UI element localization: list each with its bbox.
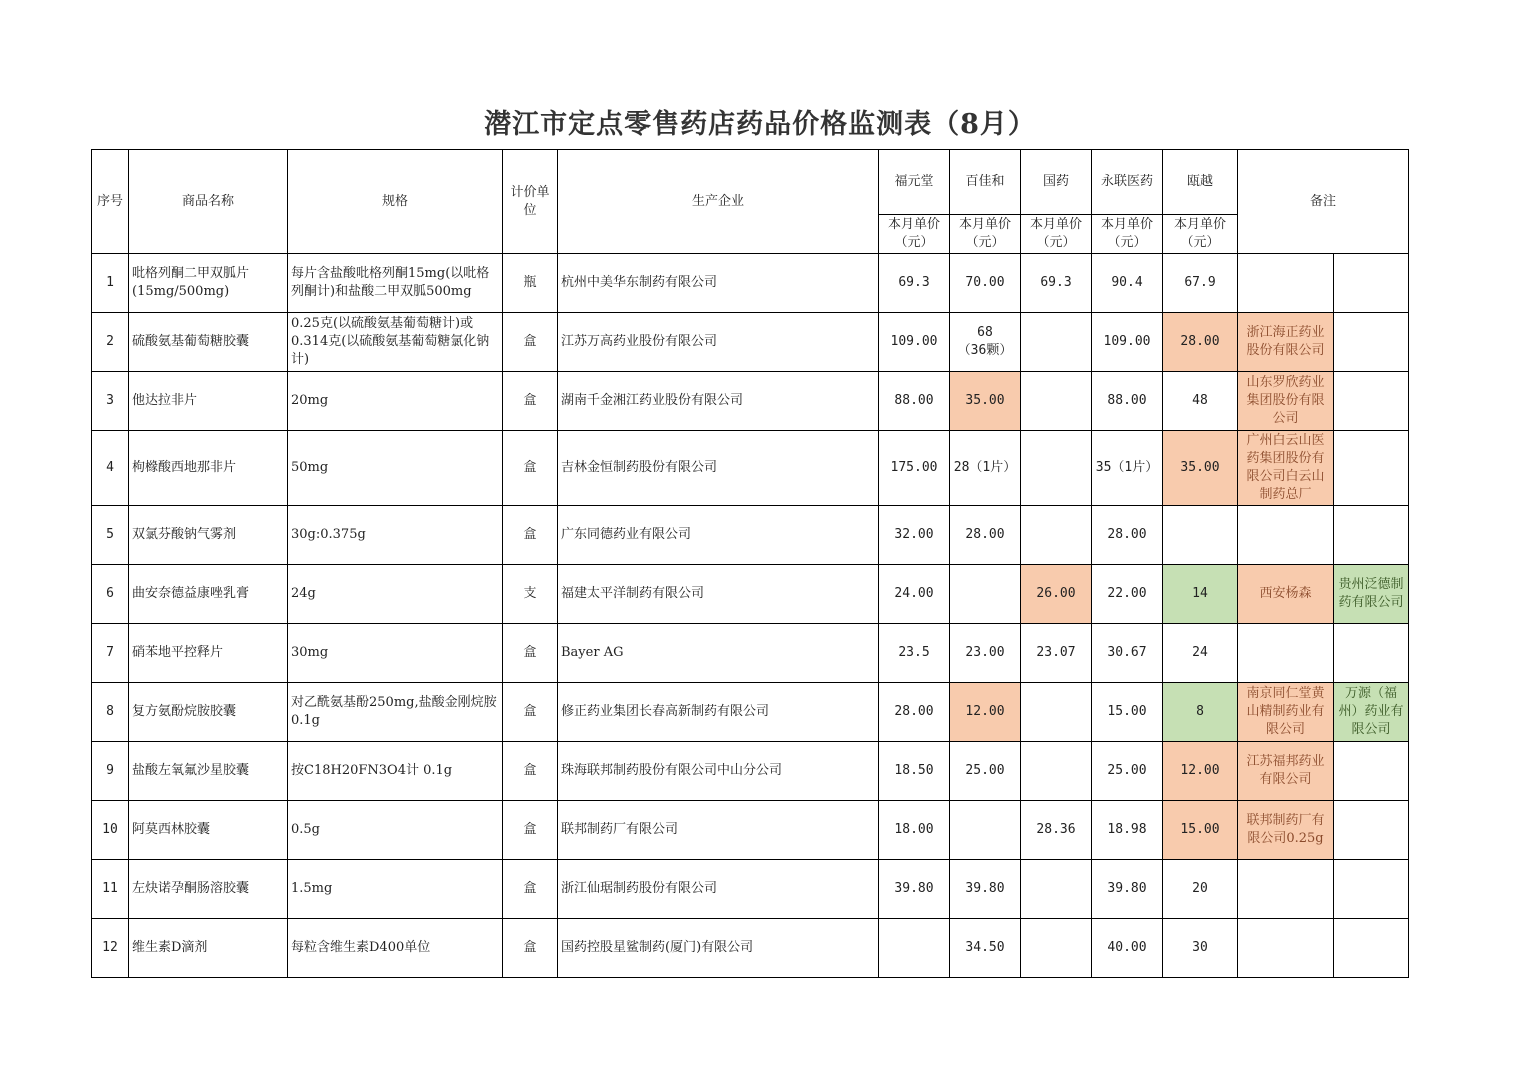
cell-spec: 每片含盐酸吡格列酮15mg(以吡格列酮计)和盐酸二甲双胍500mg [288,254,503,313]
header-price-label: 本月单价（元） [950,215,1021,254]
header-store-3: 国药 [1021,150,1092,215]
cell-unit: 盒 [503,742,558,801]
header-store-2: 百佳和 [950,150,1021,215]
cell-maker: 江苏万高药业股份有限公司 [558,313,879,372]
cell-price: 39.80 [950,860,1021,919]
table-row [92,372,1409,431]
cell-seq: 6 [92,565,129,624]
cell-maker: 湖南千金湘江药业股份有限公司 [558,372,879,431]
cell-price: 69.3 [879,254,950,313]
cell-unit: 盒 [503,860,558,919]
cell-name: 复方氨酚烷胺胶囊 [129,683,288,742]
cell-maker: 杭州中美华东制药有限公司 [558,254,879,313]
cell-price [1021,860,1092,919]
cell-price [1021,372,1092,431]
cell-note-2 [1334,742,1409,801]
cell-note-1: 南京同仁堂黄山精制药业有限公司 [1238,683,1334,742]
cell-name: 阿莫西林胶囊 [129,801,288,860]
header-spec: 规格 [288,150,503,254]
cell-price: 28.00 [950,506,1021,565]
cell-price: 35.00 [1163,431,1238,506]
cell-seq: 4 [92,431,129,506]
table-row [92,860,1409,919]
cell-seq: 10 [92,801,129,860]
cell-price: 25.00 [950,742,1021,801]
cell-name: 盐酸左氧氟沙星胶囊 [129,742,288,801]
cell-price: 109.00 [879,313,950,372]
table-row [92,506,1409,565]
cell-price: 90.4 [1092,254,1163,313]
cell-seq: 3 [92,372,129,431]
cell-unit: 盒 [503,372,558,431]
table-row [92,742,1409,801]
cell-maker: 珠海联邦制药股份有限公司中山分公司 [558,742,879,801]
header-name: 商品名称 [129,150,288,254]
cell-note-1: 西安杨森 [1238,565,1334,624]
cell-price: 48 [1163,372,1238,431]
cell-maker: 吉林金恒制药股份有限公司 [558,431,879,506]
cell-price: 20 [1163,860,1238,919]
cell-price [1163,506,1238,565]
table-row [92,683,1409,742]
cell-maker: 国药控股星鲨制药(厦门)有限公司 [558,919,879,978]
cell-price: 28（1片） [950,431,1021,506]
cell-spec: 每粒含维生素D400单位 [288,919,503,978]
cell-price: 18.98 [1092,801,1163,860]
cell-price: 8 [1163,683,1238,742]
cell-unit: 盒 [503,919,558,978]
header-unit: 计价单位 [503,150,558,254]
cell-price [1021,742,1092,801]
price-table [91,149,1409,978]
cell-unit: 盒 [503,801,558,860]
header-seq: 序号 [92,150,129,254]
cell-unit: 盒 [503,313,558,372]
cell-price: 28.00 [1092,506,1163,565]
cell-spec: 24g [288,565,503,624]
header-row-1 [92,150,1409,215]
cell-name: 左炔诺孕酮肠溶胶囊 [129,860,288,919]
cell-maker: 福建太平洋制药有限公司 [558,565,879,624]
cell-maker: 浙江仙琚制药股份有限公司 [558,860,879,919]
cell-price: 67.9 [1163,254,1238,313]
cell-maker: 联邦制药厂有限公司 [558,801,879,860]
cell-spec: 按C18H20FN3O4计 0.1g [288,742,503,801]
cell-spec: 0.25克(以硫酸氨基葡萄糖计)或0.314克(以硫酸氨基葡萄糖氯化钠计) [288,313,503,372]
table-row [92,919,1409,978]
table-row [92,801,1409,860]
cell-seq: 7 [92,624,129,683]
cell-seq: 11 [92,860,129,919]
cell-price: 12.00 [950,683,1021,742]
cell-price: 30 [1163,919,1238,978]
cell-name: 曲安奈德益康唑乳膏 [129,565,288,624]
cell-seq: 9 [92,742,129,801]
cell-note-2 [1334,801,1409,860]
cell-spec: 20mg [288,372,503,431]
cell-seq: 8 [92,683,129,742]
cell-note-1: 联邦制药厂有限公司0.25g [1238,801,1334,860]
header-price-label: 本月单价（元） [879,215,950,254]
cell-price: 34.50 [950,919,1021,978]
table-row [92,431,1409,506]
header-note: 备注 [1238,150,1409,254]
cell-price: 14 [1163,565,1238,624]
cell-price: 23.00 [950,624,1021,683]
cell-note-2 [1334,254,1409,313]
cell-note-1: 山东罗欣药业集团股份有限公司 [1238,372,1334,431]
cell-seq: 2 [92,313,129,372]
header-maker: 生产企业 [558,150,879,254]
cell-maker: 广东同德药业有限公司 [558,506,879,565]
cell-price: 26.00 [1021,565,1092,624]
cell-spec: 30g:0.375g [288,506,503,565]
cell-note-2 [1334,919,1409,978]
cell-name: 他达拉非片 [129,372,288,431]
cell-spec: 1.5mg [288,860,503,919]
cell-price: 70.00 [950,254,1021,313]
cell-price: 88.00 [879,372,950,431]
cell-price: 12.00 [1163,742,1238,801]
header-price-label: 本月单价（元） [1163,215,1238,254]
cell-price [879,919,950,978]
cell-unit: 盒 [503,624,558,683]
header-store-5: 瓯越 [1163,150,1238,215]
cell-price [1021,313,1092,372]
cell-note-2 [1334,313,1409,372]
cell-spec: 对乙酰氨基酚250mg,盐酸金刚烷胺0.1g [288,683,503,742]
cell-price: 32.00 [879,506,950,565]
cell-unit: 盒 [503,431,558,506]
cell-price [1021,919,1092,978]
cell-unit: 盒 [503,683,558,742]
cell-note-1 [1238,624,1334,683]
cell-price: 25.00 [1092,742,1163,801]
cell-note-2: 贵州泛德制药有限公司 [1334,565,1409,624]
header-store-4: 永联医药 [1092,150,1163,215]
cell-note-2: 万源（福州）药业有限公司 [1334,683,1409,742]
cell-note-1 [1238,860,1334,919]
cell-name: 双氯芬酸钠气雾剂 [129,506,288,565]
cell-price: 35（1片） [1092,431,1163,506]
cell-note-2 [1334,624,1409,683]
cell-price: 28.00 [879,683,950,742]
page-title: 潜江市定点零售药店药品价格监测表（8月） [484,109,1036,140]
cell-price: 23.5 [879,624,950,683]
table-row [92,313,1409,372]
table-row [92,254,1409,313]
cell-price: 15.00 [1163,801,1238,860]
cell-unit: 支 [503,565,558,624]
cell-note-1: 江苏福邦药业有限公司 [1238,742,1334,801]
cell-price: 24.00 [879,565,950,624]
cell-price [950,565,1021,624]
cell-note-1 [1238,506,1334,565]
cell-price: 88.00 [1092,372,1163,431]
table-row [92,624,1409,683]
cell-price [1021,506,1092,565]
cell-price: 68 （36颗） [950,313,1021,372]
header-price-label: 本月单价（元） [1021,215,1092,254]
cell-name: 维生素D滴剂 [129,919,288,978]
cell-note-2 [1334,506,1409,565]
cell-name: 吡格列酮二甲双胍片(15mg/500mg) [129,254,288,313]
header-store-1: 福元堂 [879,150,950,215]
cell-price: 18.50 [879,742,950,801]
cell-note-2 [1334,431,1409,506]
cell-price: 39.80 [879,860,950,919]
cell-price: 109.00 [1092,313,1163,372]
cell-price [1021,431,1092,506]
table-row [92,565,1409,624]
cell-price: 24 [1163,624,1238,683]
cell-price: 28.36 [1021,801,1092,860]
cell-price: 69.3 [1021,254,1092,313]
cell-price: 28.00 [1163,313,1238,372]
cell-name: 硝苯地平控释片 [129,624,288,683]
cell-price: 39.80 [1092,860,1163,919]
cell-price: 175.00 [879,431,950,506]
cell-unit: 瓶 [503,254,558,313]
cell-maker: Bayer AG [558,624,879,683]
cell-price: 22.00 [1092,565,1163,624]
cell-price: 18.00 [879,801,950,860]
cell-price: 15.00 [1092,683,1163,742]
cell-maker: 修正药业集团长春高新制药有限公司 [558,683,879,742]
cell-price: 35.00 [950,372,1021,431]
cell-note-1 [1238,254,1334,313]
cell-note-2 [1334,860,1409,919]
cell-note-1: 广州白云山医药集团股份有限公司白云山制药总厂 [1238,431,1334,506]
cell-seq: 12 [92,919,129,978]
cell-price: 23.07 [1021,624,1092,683]
cell-price [950,801,1021,860]
cell-spec: 0.5g [288,801,503,860]
cell-unit: 盒 [503,506,558,565]
cell-price [1021,683,1092,742]
cell-note-1: 浙江海正药业股份有限公司 [1238,313,1334,372]
cell-note-2 [1334,372,1409,431]
header-price-label: 本月单价（元） [1092,215,1163,254]
cell-name: 硫酸氨基葡萄糖胶囊 [129,313,288,372]
cell-spec: 50mg [288,431,503,506]
cell-price: 30.67 [1092,624,1163,683]
cell-spec: 30mg [288,624,503,683]
cell-name: 枸橼酸西地那非片 [129,431,288,506]
cell-seq: 1 [92,254,129,313]
cell-price: 40.00 [1092,919,1163,978]
cell-note-1 [1238,919,1334,978]
cell-seq: 5 [92,506,129,565]
